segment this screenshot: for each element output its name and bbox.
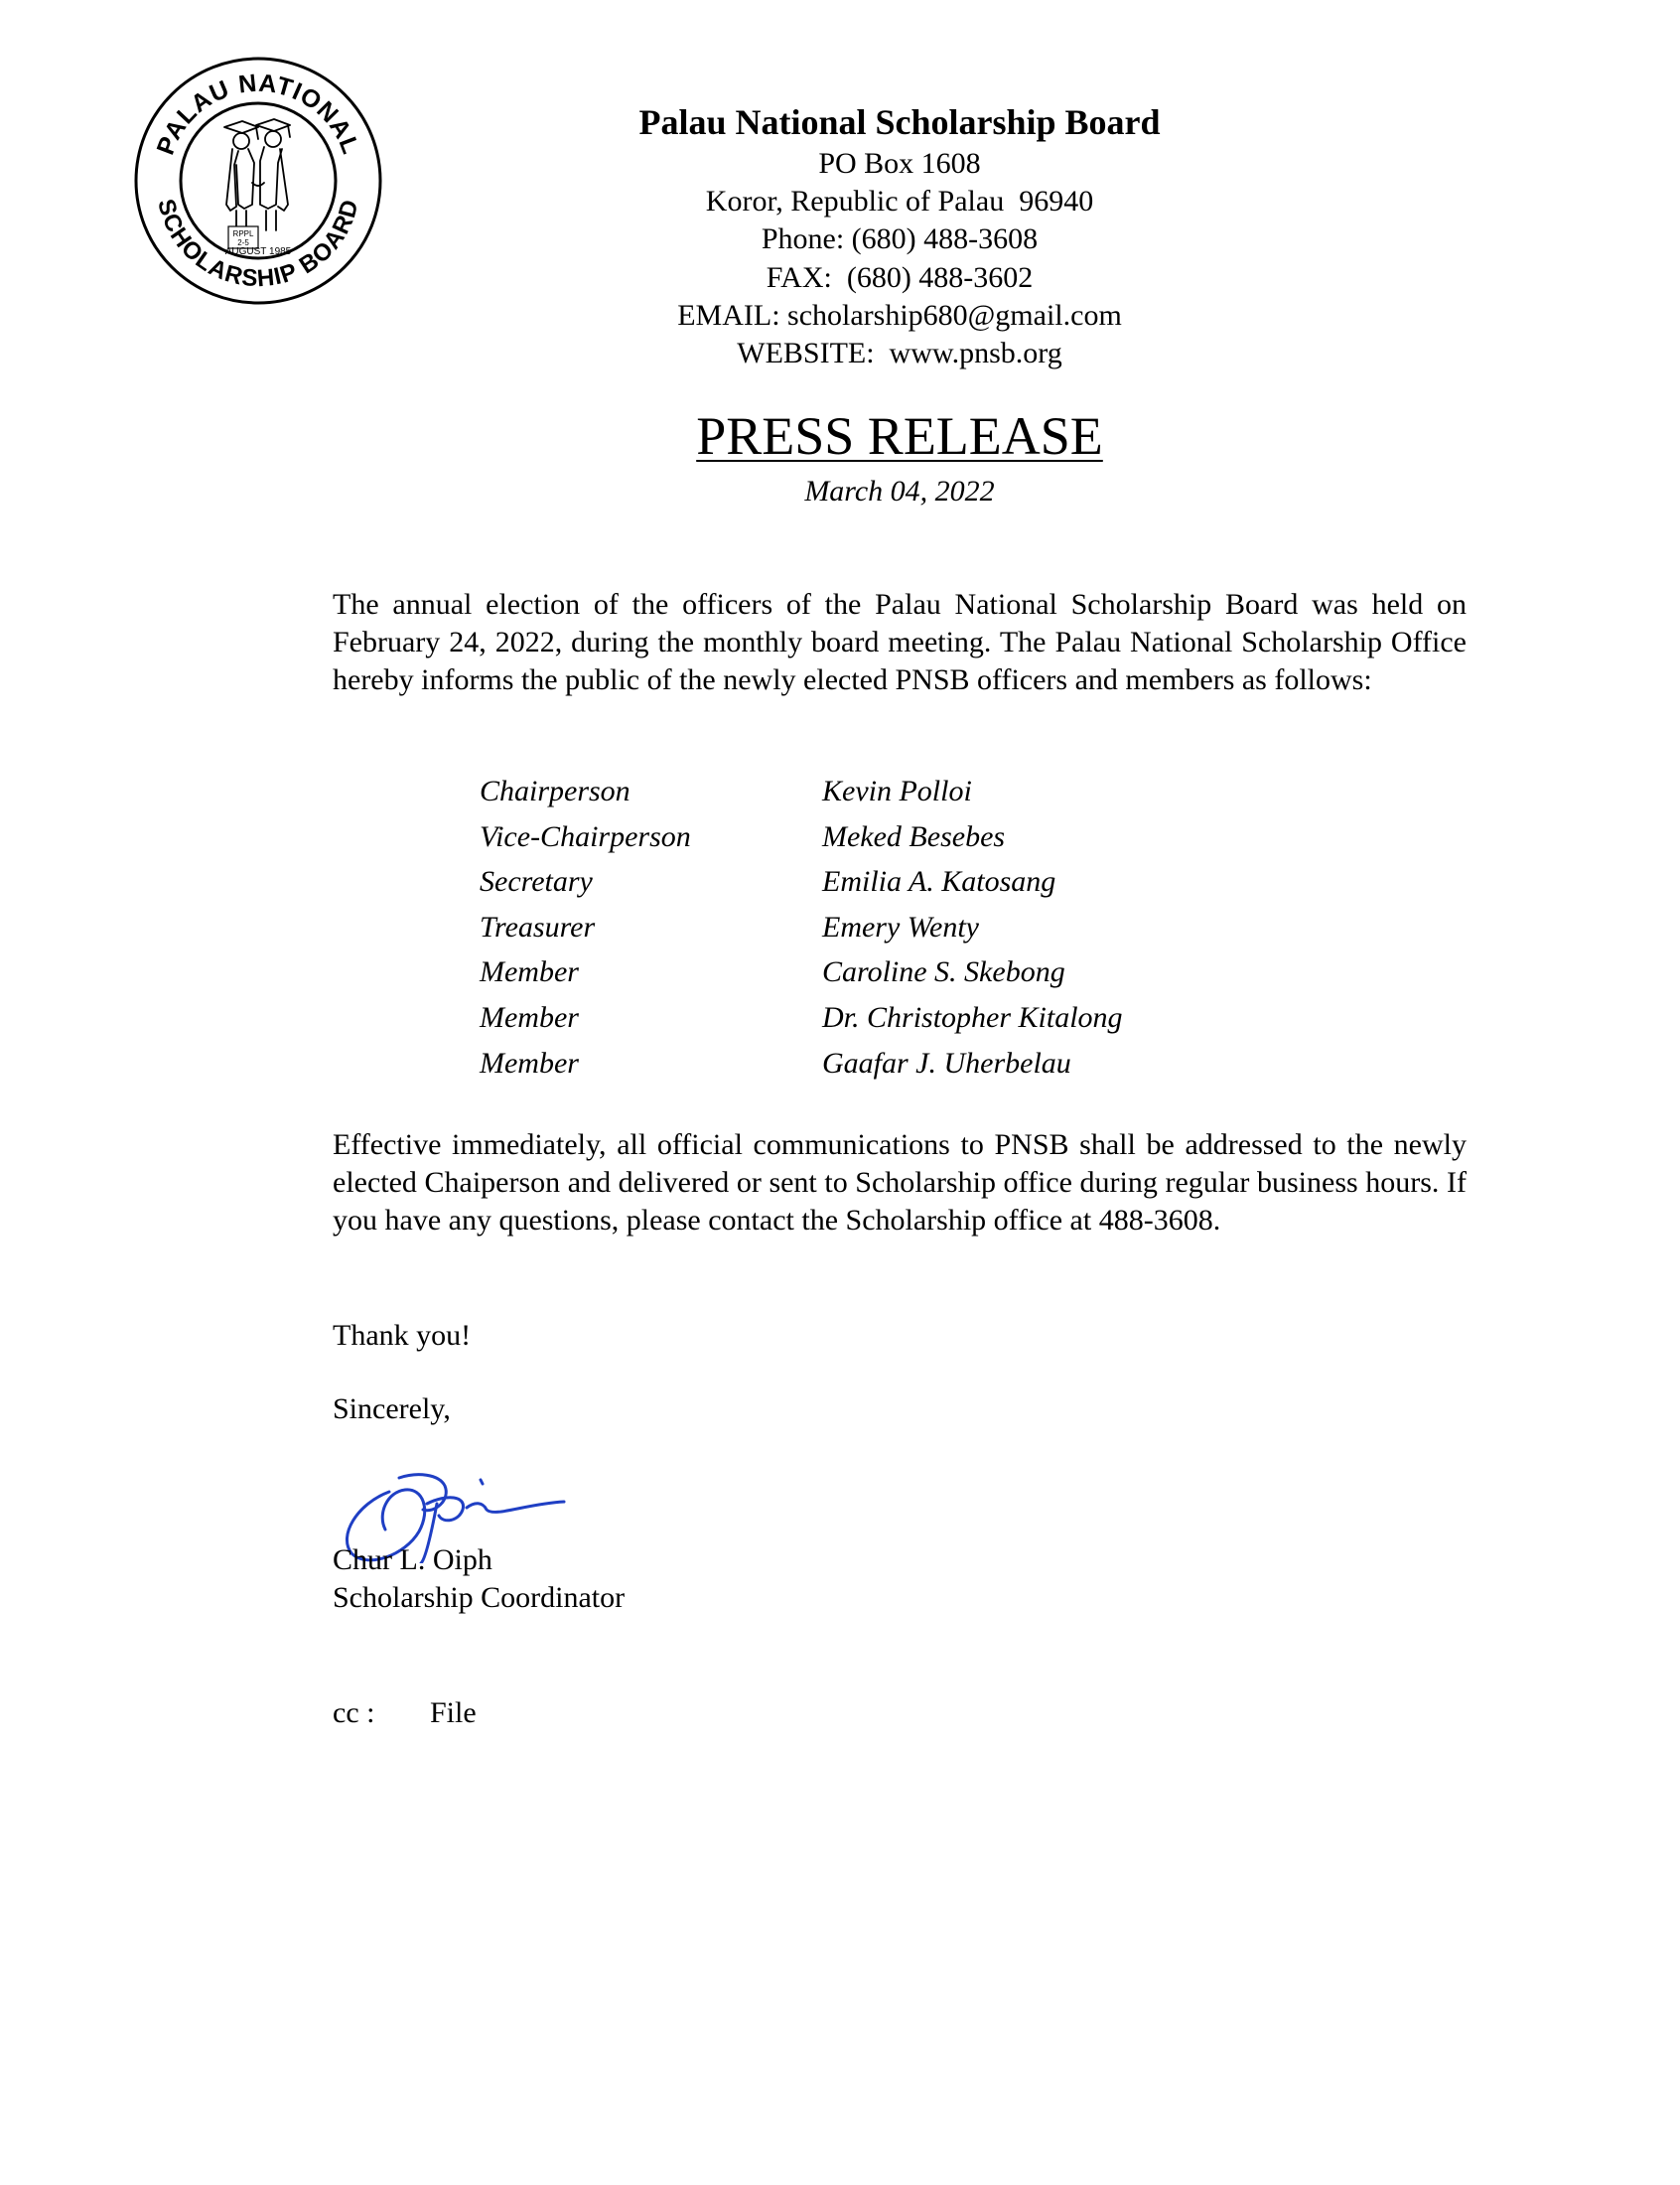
title-block — [542, 405, 1257, 510]
fax: FAX: (680) 488-3602 — [766, 260, 1034, 294]
org-name: Palau National Scholarship Board — [638, 102, 1161, 142]
po-box: PO Box 1608 — [818, 147, 981, 180]
phone: Phone: (680) 488-3608 — [761, 222, 1039, 256]
officer-row — [480, 909, 1274, 954]
officer-row — [480, 1045, 1274, 1091]
officer-name: Gaafar J. Uherbelau — [822, 1046, 1071, 1080]
officer-row — [480, 818, 1274, 864]
document-date: March 04, 2022 — [804, 475, 995, 508]
website: WEBSITE: www.pnsb.org — [737, 337, 1062, 370]
email: EMAIL: scholarship680@gmail.com — [677, 298, 1122, 332]
address: Koror, Republic of Palau 96940 — [705, 185, 1094, 218]
communications-paragraph: Effective immediately, all official communications to PNSB shall be addressed to the newly elected Chaiperson and delivered or sent to Scholarship office during regular business hours. If you have any questions, please contact the Scholarship office at 488-3608. — [333, 1128, 1467, 1238]
officer-name: Caroline S. Skebong — [822, 955, 1065, 989]
officer-role: Vice-Chairperson — [480, 819, 691, 853]
officer-role: Secretary — [480, 865, 593, 899]
officer-role: Treasurer — [480, 910, 596, 944]
officer-name: Emery Wenty — [822, 910, 979, 944]
officer-name: Kevin Polloi — [822, 775, 972, 807]
seal-top-text: PALAU NATIONAL — [151, 69, 365, 159]
seal-bottom-text: SCHOLARSHIP BOARD — [152, 196, 364, 293]
signer-block — [333, 1541, 625, 1617]
document-title: PRESS RELEASE — [696, 406, 1103, 466]
intro-paragraph: The annual election of the officers of the Palau National Scholarship Board was held on February 24, 2022, during the monthly board meeting. The Palau National Scholarship Office hereby informs the public of the newly elected PNSB officers and members as follows: — [333, 588, 1467, 697]
officer-name: Dr. Christopher Kitalong — [822, 1000, 1123, 1034]
seal-code-line1: RPPL — [232, 229, 254, 238]
officer-row — [480, 863, 1274, 909]
signer-name: Chur L. Oiph — [333, 1543, 492, 1576]
thanks-line: Thank you! — [333, 1319, 472, 1352]
officer-role: Member — [480, 1000, 579, 1034]
officer-row — [480, 999, 1274, 1045]
officer-role: Chairperson — [480, 775, 630, 807]
closing-line: Sincerely, — [333, 1392, 451, 1425]
officer-role: Member — [480, 1046, 579, 1080]
officer-row — [480, 773, 1274, 818]
officer-role: Member — [480, 955, 579, 989]
cc-label: cc : — [333, 1696, 375, 1729]
officer-name: Emilia A. Katosang — [822, 865, 1056, 899]
signer-title: Scholarship Coordinator — [333, 1581, 626, 1615]
graduates-icon — [224, 119, 290, 230]
seal-code-line2: 2-5 — [237, 238, 249, 247]
seal-date: AUGUST 1985 — [224, 246, 292, 257]
officer-row — [480, 953, 1274, 999]
letterhead — [542, 101, 1257, 372]
officer-name: Meked Besebes — [822, 819, 1006, 853]
cc-value: File — [430, 1696, 477, 1729]
scholarship-board-seal — [133, 56, 383, 306]
officers-list — [480, 773, 1274, 1090]
cc-line — [333, 1694, 477, 1732]
